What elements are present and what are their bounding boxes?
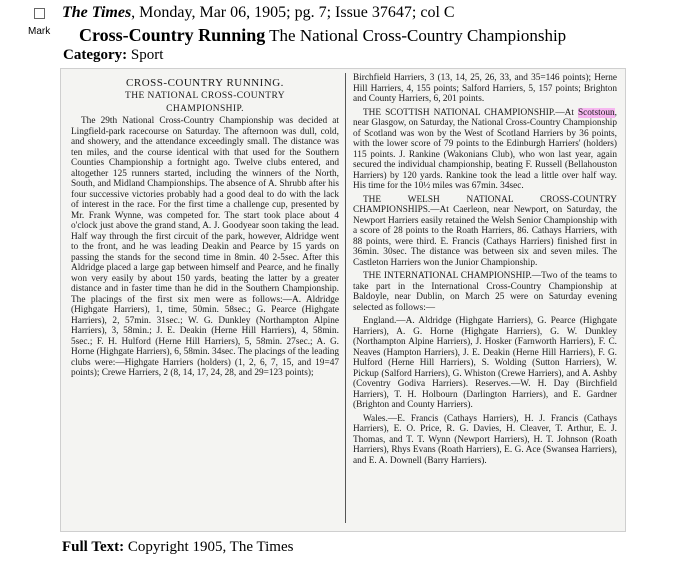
category-value: Sport [127, 47, 164, 63]
citation [62, 4, 455, 22]
article-paragraph: The 29th National Cross-Country Championship was decided at Lingfield-park racecourse on Saturday. The afternoon was dull, cold, and showery, and the attendance exceedingly small. The distance was ten miles, and the course identical with that used for the Southern Counties Championship a fortnight ago. Twelve clubs entered, and altogether 125 runners started, including the winners of the North, South, and Midland Championships. The absence of A. Shrubb after his four successive victories probably had a good deal to do with the lack of interest in the race. For the first time a challenge cup, presented by Mr. Frank Wynne, was competed for. The start took place about 4 o'clock just above the grand stand, A. J. Goodyear soon taking the lead. Half way through the first circuit of the park, however, Aldridge went to the front, and he was leading Deakin and Pearce by 15 yards on passing the stands for the second time in 8min. 40 2-5sec. After this Aldridge placed a large gap between himself and Pearce, and he finally won very easily by about 150 yards, beating the latter by a greater distance and in faster time than he did in the Southern Championship. The placings of the first six men were as follows:—A. Aldridge (Highgate Harriers), 1, time, 50min. 58sec.; G. Pearce (Highgate Harriers), 2, 57min. 31sec.; W. G. Dunkley (Northampton Alpine Harriers), 3, 58min.; J. E. Deakin (Herne Hill Harriers), 4, 58min. 5sec.; F. H. Hulford (Herne Hill Harriers), 5, 58min. 27sec.; A. G. Horne (Highgate Harriers), 6, 58min. 34sec. The placings of the leading clubs were:—Highgate Harriers (holders) (1, 2, 6, 7, 15, and 19=47 points); Crewe Harriers, 2 (8, 14, 17, 24, 28, and 29=123 points); [71, 116, 339, 378]
headline [79, 25, 566, 46]
mark-label: Mark [28, 26, 51, 37]
category [63, 47, 163, 64]
full-text-value: Copyright 1905, The Times [124, 539, 294, 555]
scottish-body: , near Glasgow, on Saturday, the National Cross-Country Championship of Scotland was won by the West of Scotland Harriers by 36 points, with the lower score of 79 points to the Edinburgh Harriers' (holders) 115 points. J. Rankine (Wakonians Club), who won last year, again secured the individual championship, beating F. Russell (Bellahouston Harriers) by 120 yards. Rankine took the lead a little over half way. His time for the 10½ miles was 67min. 34sec. [353, 107, 617, 191]
full-text-line [62, 539, 293, 556]
newspaper-name: The Times [62, 4, 132, 21]
article-paragraph: England.—A. Aldridge (Highgate Harriers), G. Pearce (Highgate Harriers), A. G. Horne (Highgate Harriers), G. W. Dunkley (Northampton Alpine Harriers), J. Hosker (Farnworth Harriers), F. C. Neaves (Hampton Harriers), J. E. Deakin (Herne Hill Harriers), F. G. Hulford (Herne Hill Harriers), S. Wolding (Sutton Harriers), W. Pickup (Salford Harriers), G. Whiston (Crewe Harriers), and A. Ashby (Coventry Godiva Harriers). Reserves.—W. H. Day (Birchfield Harriers), T. H. Holbourn (Darlington Harriers), and E. Gardner (Brighton and County Harriers). [353, 316, 617, 410]
mark-checkbox[interactable] [34, 8, 45, 19]
article-left-column [71, 77, 339, 382]
full-text-label: Full Text: [62, 539, 125, 555]
article-paragraph-scottish [353, 108, 617, 192]
headline-sub: The National Cross-Country Championship [265, 26, 567, 45]
citation-details: , Monday, Mar 06, 1905; pg. 7; Issue 37647; col C [131, 4, 455, 21]
column-divider [345, 73, 346, 523]
category-label: Category: [63, 47, 128, 63]
headline-main: Cross-Country Running [79, 25, 266, 45]
scottish-heading: THE SCOTTISH NATIONAL CHAMPIONSHIP.—At [363, 107, 578, 118]
article-clipping-image [60, 68, 626, 532]
article-paragraph: Birchfield Harriers, 3 (13, 14, 25, 26, 33, and 35=146 points); Herne Hill Harriers, 4, 155 points; Salford Harriers, 5, 157 points; Brighton and County Harriers, 6, 201 points. [353, 73, 617, 104]
article-paragraph: Wales.—E. Francis (Cathays Harriers), H. J. Francis (Cathays Harriers), E. O. Price, R. G. Davies, H. Cleaver, T. Arthur, E. J. Thomas, and T. T. Wynn (Newport Harriers), H. T. Johnson (Roath Harriers), Rhys Evans (Roath Harriers), E. G. Ace (Swansea Harriers), and E. A. Downell (Barry Harriers). [353, 413, 617, 466]
article-paragraph: THE INTERNATIONAL CHAMPIONSHIP.—Two of the teams to take part in the International Cross-Country Championship at Baldoyle, near Dublin, on March 25 were on Saturday evening selected as follows:— [353, 271, 617, 313]
article-right-column [353, 73, 617, 469]
search-highlight: Scotstoun [577, 107, 615, 118]
article-subtitle-2: CHAMPIONSHIP. [166, 103, 244, 114]
article-title: CROSS-COUNTRY RUNNING. [126, 77, 284, 89]
article-paragraph: THE WELSH NATIONAL CROSS-COUNTRY CHAMPIONSHIPS.—At Caerleon, near Newport, on Saturday, the Newport Harriers easily retained the Welsh Senior Championship with a score of 28 points to the Roath Harriers, 86. Cathays Harriers, with 88 points, were third. E. Francis (Cathays Harriers) finished first in 36min. 30sec. The distance was between six and seven miles. The Castleton Harriers won the Junior Championship. [353, 194, 617, 268]
article-subtitle-1: THE NATIONAL CROSS-COUNTRY [125, 91, 285, 101]
